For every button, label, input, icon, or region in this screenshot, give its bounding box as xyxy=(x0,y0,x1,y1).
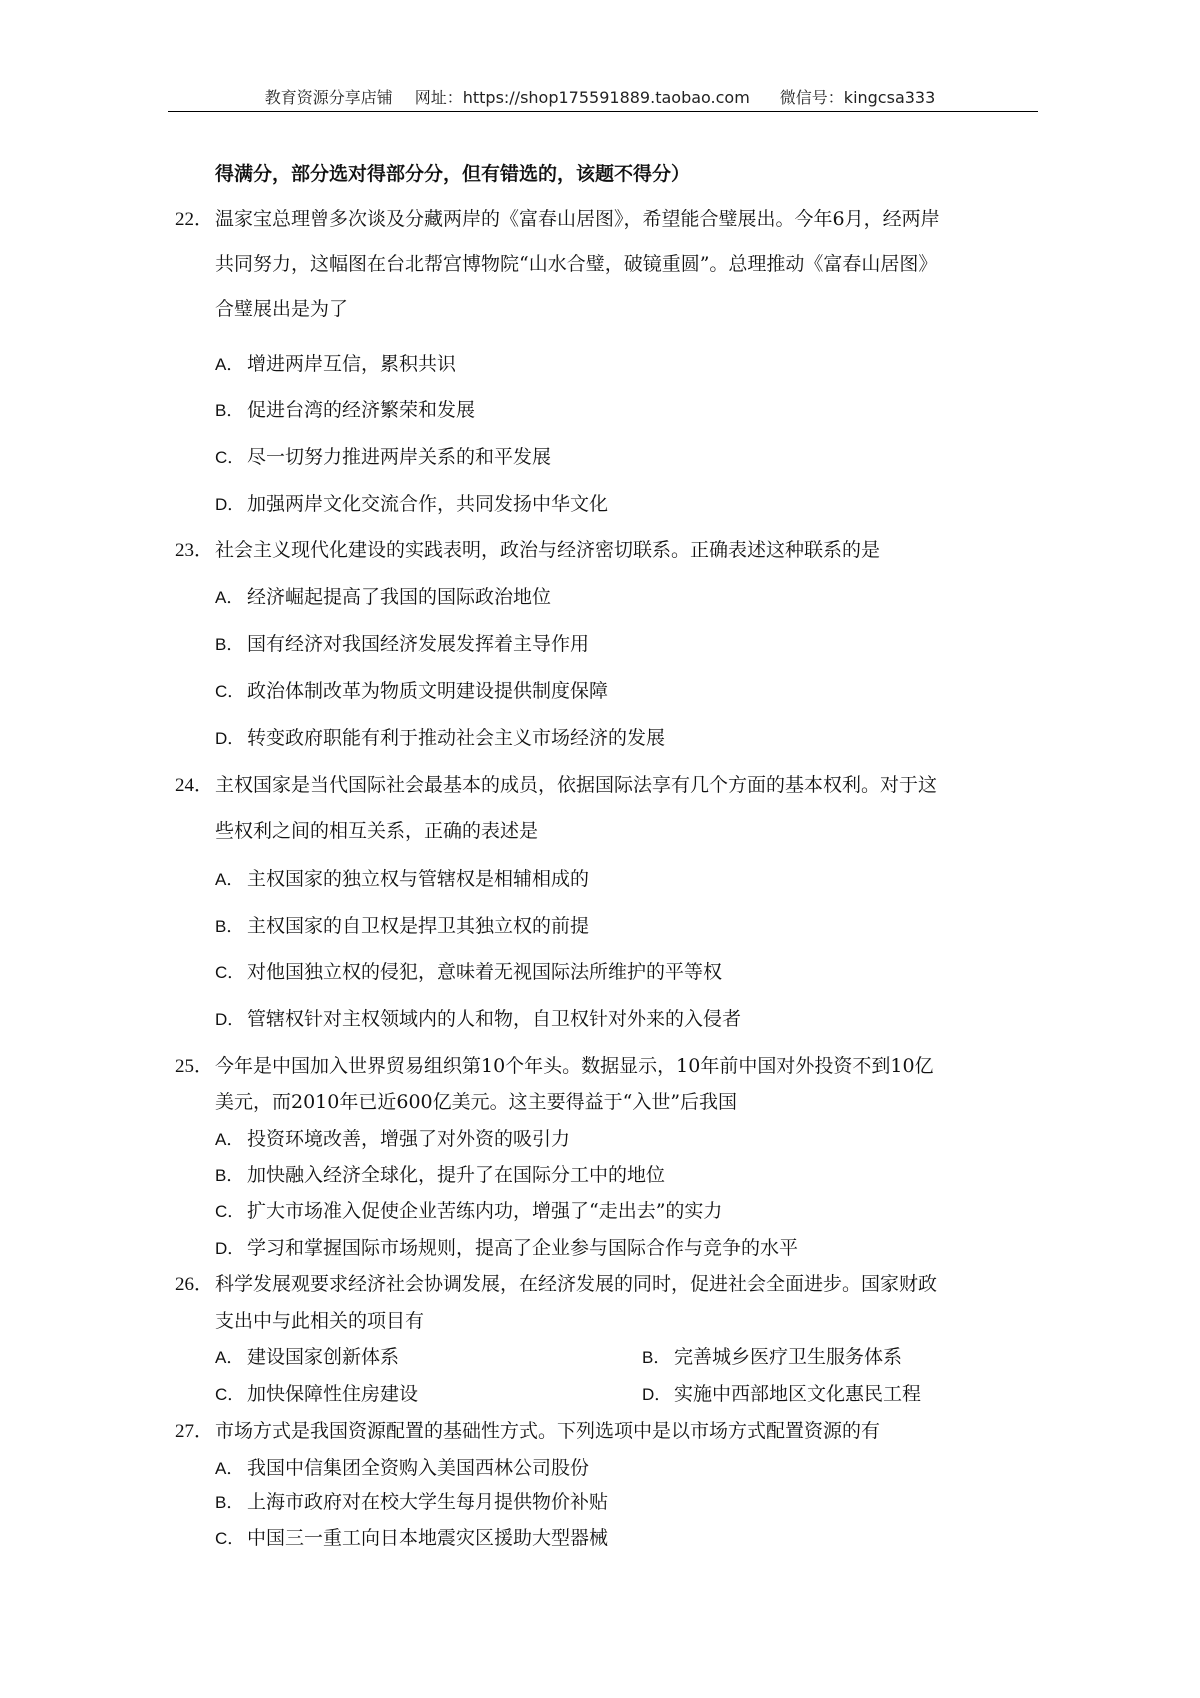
question-number: 25． xyxy=(175,1056,214,1077)
option-25-c: C． 扩大市场准入促使企业苦练内功，增强了“走出去”的实力 xyxy=(215,1200,723,1222)
option-22-c: C． 尽一切努力推进两岸关系的和平发展 xyxy=(215,446,552,468)
option-24-a: A． 主权国家的独立权与管辖权是相辅相成的 xyxy=(215,868,590,890)
question-stem-line: 主权国家是当代国际社会最基本的成员，依据国际法享有几个方面的基本权利。对于这 xyxy=(215,774,938,796)
option-24-c: C． 对他国独立权的侵犯，意味着无视国际法所维护的平等权 xyxy=(215,961,723,983)
option-24-d: D． 管辖权针对主权领域内的人和物，自卫权针对外来的入侵者 xyxy=(215,1008,742,1030)
question-stem-line: 市场方式是我国资源配置的基础性方式。下列选项中是以市场方式配置资源的有 xyxy=(215,1420,881,1442)
section-instruction: 得满分，部分选对得部分分，但有错选的，该题不得分） xyxy=(215,163,691,185)
option-22-a: A． 增进两岸互信，累积共识 xyxy=(215,353,457,375)
question-number: 22． xyxy=(175,209,214,230)
question-stem-line: 今年是中国加入世界贸易组织第10个年头。数据显示，10年前中国对外投资不到10亿 xyxy=(215,1055,934,1077)
option-25-b: B． 加快融入经济全球化，提升了在国际分工中的地位 xyxy=(215,1164,666,1186)
option-23-b: B． 国有经济对我国经济发展发挥着主导作用 xyxy=(215,633,590,655)
option-22-b: B． 促进台湾的经济繁荣和发展 xyxy=(215,399,476,421)
option-27-b: B． 上海市政府对在校大学生每月提供物价补贴 xyxy=(215,1491,609,1513)
option-24-b: B． 主权国家的自卫权是捍卫其独立权的前提 xyxy=(215,915,590,937)
option-27-c: C． 中国三一重工向日本地震灾区援助大型器械 xyxy=(215,1527,609,1549)
question-stem-line: 合璧展出是为了 xyxy=(215,298,349,320)
option-25-d: D． 学习和掌握国际市场规则，提高了企业参与国际合作与竞争的水平 xyxy=(215,1237,799,1259)
question-number: 26． xyxy=(175,1274,214,1295)
option-22-d: D． 加强两岸文化交流合作，共同发扬中华文化 xyxy=(215,493,609,515)
option-23-c: C． 政治体制改革为物质文明建设提供制度保障 xyxy=(215,680,609,702)
question-stem-line: 共同努力，这幅图在台北帮宫博物院“山水合璧，破镜重圆”。总理推动《富春山居图》 xyxy=(215,253,938,275)
question-stem-line: 些权利之间的相互关系，正确的表述是 xyxy=(215,820,539,842)
shop-url: 网址：https://shop175591889.taobao.com xyxy=(414,88,750,107)
option-26-d: D． 实施中西部地区文化惠民工程 xyxy=(642,1383,922,1405)
option-26-c: C． 加快保障性住房建设 xyxy=(215,1383,419,1405)
question-number: 27． xyxy=(175,1421,214,1442)
question-stem-line: 支出中与此相关的项目有 xyxy=(215,1310,425,1332)
question-stem-line: 科学发展观要求经济社会协调发展，在经济发展的同时，促进社会全面进步。国家财政 xyxy=(215,1273,938,1295)
wechat-id: 微信号：kingcsa333 xyxy=(779,88,936,107)
shop-name: 教育资源分享店铺 xyxy=(264,88,393,107)
option-23-d: D． 转变政府职能有利于推动社会主义市场经济的发展 xyxy=(215,727,666,749)
option-27-a: A． 我国中信集团全资购入美国西林公司股份 xyxy=(215,1457,590,1479)
option-26-b: B． 完善城乡医疗卫生服务体系 xyxy=(642,1346,903,1368)
question-number: 23． xyxy=(175,540,214,561)
question-stem-line: 温家宝总理曾多次谈及分藏两岸的《富春山居图》，希望能合璧展出。今年6月，经两岸 xyxy=(215,208,940,230)
question-number: 24． xyxy=(175,775,214,796)
question-stem-line: 美元，而2010年已近600亿美元。这主要得益于“入世”后我国 xyxy=(215,1091,738,1113)
option-25-a: A． 投资环境改善，增强了对外资的吸引力 xyxy=(215,1128,571,1150)
option-23-a: A． 经济崛起提高了我国的国际政治地位 xyxy=(215,586,552,608)
question-stem-line: 社会主义现代化建设的实践表明，政治与经济密切联系。正确表述这种联系的是 xyxy=(215,539,881,561)
option-26-a: A． 建设国家创新体系 xyxy=(215,1346,400,1368)
